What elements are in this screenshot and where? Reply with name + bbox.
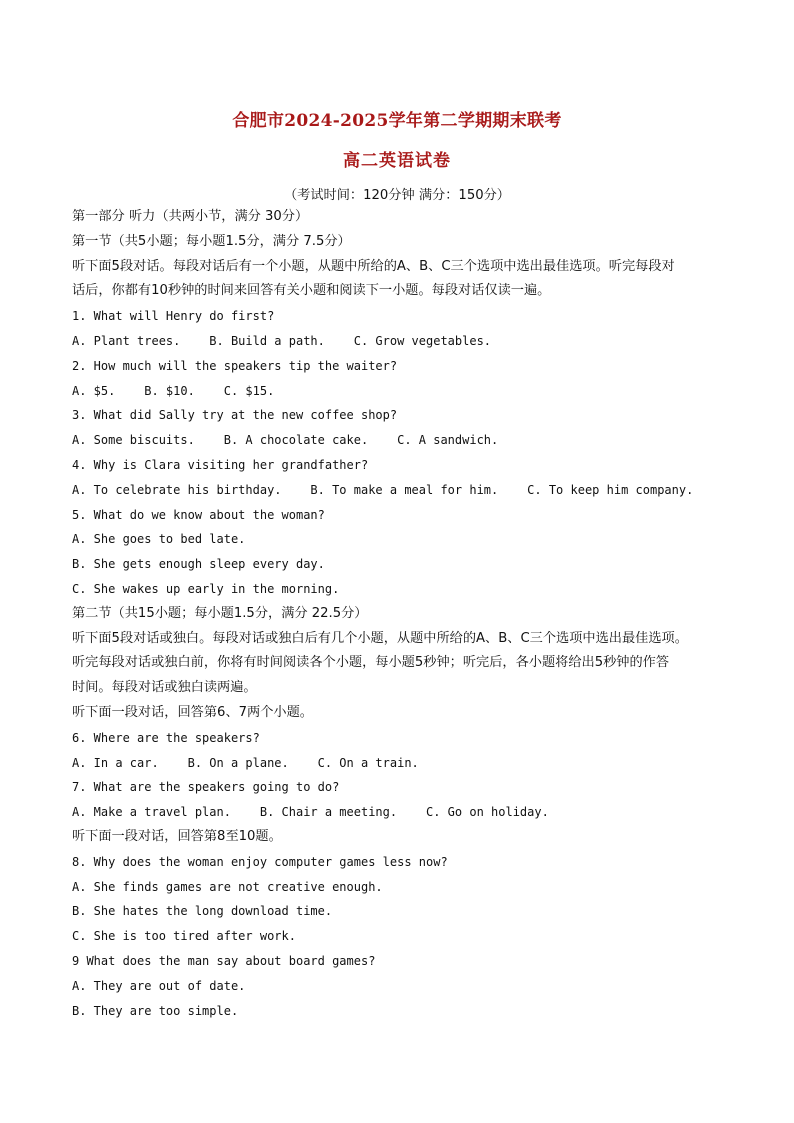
question-option: A. She goes to bed late. [72, 532, 246, 547]
question-options: A. Plant trees. B. Build a path. C. Grow vegetables. [72, 333, 492, 348]
question-stem: 7. What are the speakers going to do? [72, 780, 340, 795]
question-options: A. In a car. B. On a plane. C. On a train. [72, 755, 419, 770]
section-heading: 第二节（共15小题；每小题1.5分，满分 22.5分） [72, 605, 368, 621]
question-option: C. She is too tired after work. [72, 929, 296, 944]
question-stem: 6. Where are the speakers? [72, 730, 260, 745]
part-heading: 第一部分 听力（共两小节，满分 30分） [72, 209, 309, 224]
instructions-line: 话后，你都有10秒钟的时间来回答有关小题和阅读下一小题。每段对话仅读一遍。 [72, 283, 551, 299]
exam-title: 合肥市2024-2025学年第二学期期末联考 [232, 111, 562, 131]
section-heading: 第一节（共5小题；每小题1.5分，满分 7.5分） [72, 233, 351, 249]
instructions-line: 时间。每段对话或独白读两遍。 [72, 680, 257, 696]
question-stem: 1. What will Henry do first? [72, 309, 275, 324]
instructions-line: 听下面5段对话或独白。每段对话或独白后有几个小题，从题中所给的A、B、C三个选项中选出最佳选项。 [72, 630, 688, 646]
question-options: A. To celebrate his birthday. B. To make a meal for him. C. To keep him company. [72, 482, 694, 497]
dialog-instruction: 听下面一段对话，回答第6、7两个小题。 [72, 704, 313, 720]
exam-subtitle: 高二英语试卷 [343, 151, 451, 171]
instructions-line: 听下面5段对话。每段对话后有一个小题，从题中所给的A、B、C三个选项中选出最佳选项。听完每段对 [72, 258, 675, 274]
question-stem: 8. Why does the woman enjoy computer games less now? [72, 854, 448, 869]
question-stem: 5. What do we know about the woman? [72, 507, 325, 522]
exam-body [72, 205, 732, 1023]
question-options: A. Some biscuits. B. A chocolate cake. C. A sandwich. [72, 433, 499, 448]
question-option: C. She wakes up early in the morning. [72, 581, 340, 596]
question-stem: 3. What did Sally try at the new coffee shop? [72, 408, 398, 423]
question-stem: 9 What does the man say about board games? [72, 953, 376, 968]
question-option: B. They are too simple. [72, 1003, 239, 1018]
exam-info: （考试时间：120分钟 满分：150分） [284, 188, 510, 203]
question-options: A. Make a travel plan. B. Chair a meeting. C. Go on holiday. [72, 805, 549, 820]
dialog-instruction: 听下面一段对话，回答第8至10题。 [72, 828, 282, 844]
question-option: A. She finds games are not creative enough. [72, 879, 383, 894]
question-option: B. She gets enough sleep every day. [72, 557, 325, 572]
question-stem: 2. How much will the speakers tip the waiter? [72, 358, 398, 373]
instructions-line: 听完每段对话或独白前，你将有时间阅读各个小题，每小题5秒钟；听完后，各小题将给出5秒钟的作答 [72, 655, 670, 671]
question-option: A. They are out of date. [72, 978, 246, 993]
question-stem: 4. Why is Clara visiting her grandfather? [72, 457, 369, 472]
question-options: A. $5. B. $10. C. $15. [72, 383, 275, 398]
question-option: B. She hates the long download time. [72, 904, 333, 919]
